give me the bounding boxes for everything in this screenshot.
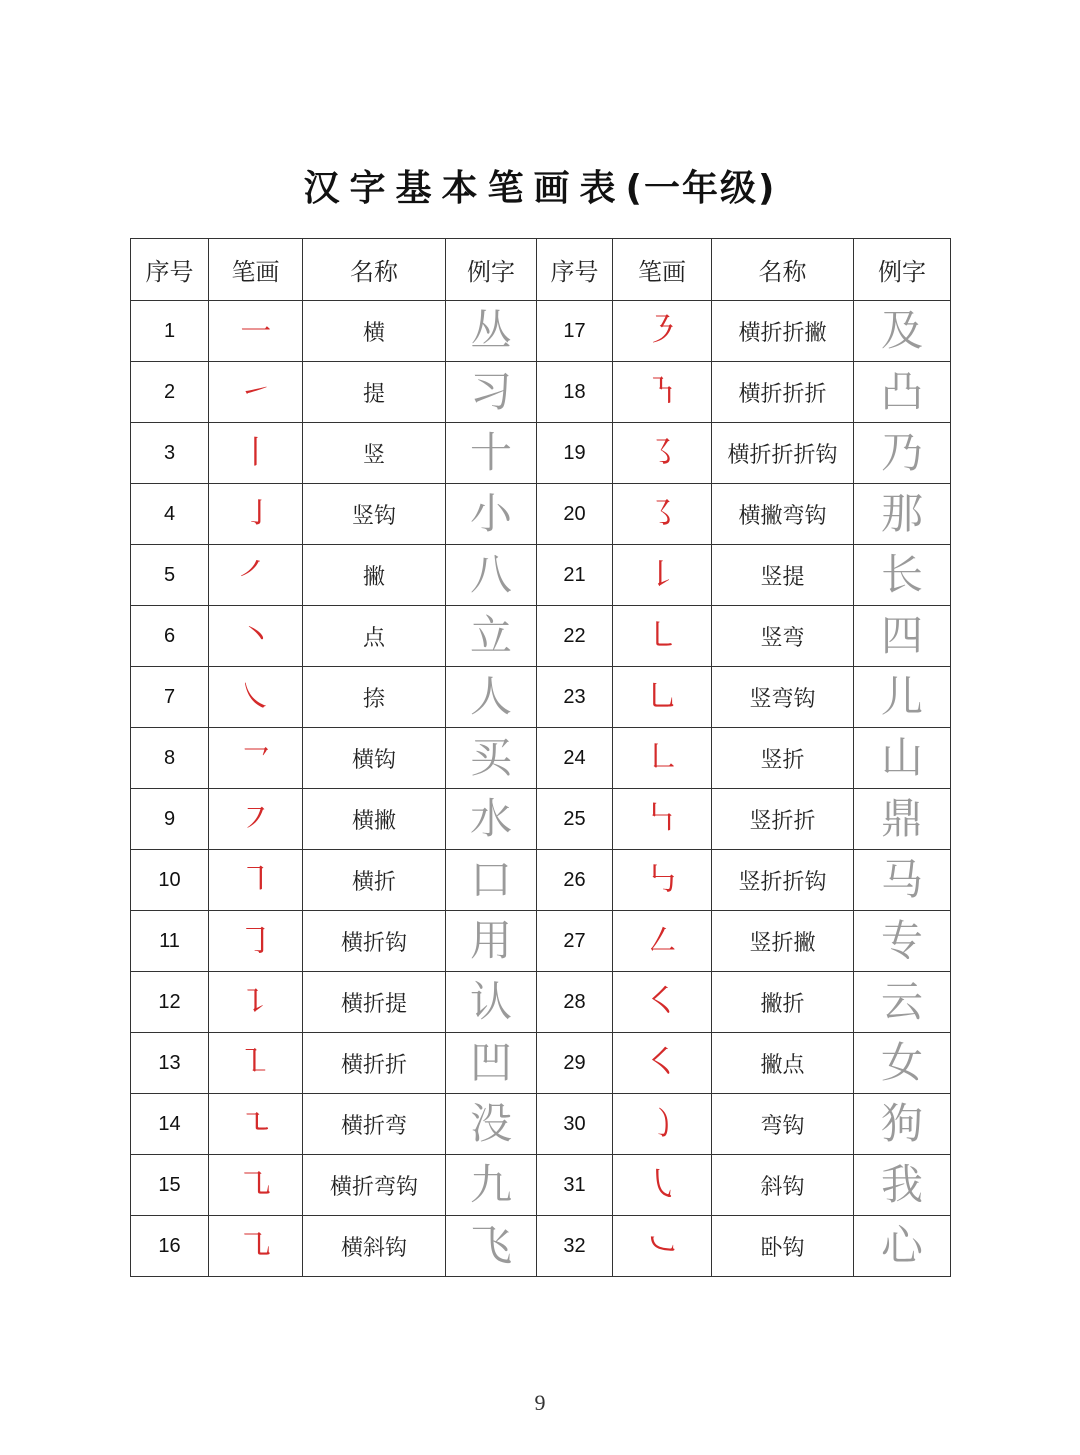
- stroke-glyph: ㇒: [209, 545, 303, 606]
- stroke-name: 竖弯: [712, 606, 854, 667]
- example-char: 乃: [880, 428, 923, 477]
- example-character: [446, 484, 537, 545]
- example-char: 四: [880, 611, 923, 660]
- example-character: [854, 1155, 951, 1216]
- header-stroke: 笔画: [613, 239, 712, 301]
- stroke-name: 竖折撇: [712, 911, 854, 972]
- stroke-name: 撇折: [712, 972, 854, 1033]
- example-char: 专: [880, 916, 923, 965]
- example-character: [854, 667, 951, 728]
- stroke-glyph: ㇟: [613, 667, 712, 728]
- stroke-number: 1: [131, 301, 209, 362]
- stroke-name: 横折弯钩: [303, 1155, 446, 1216]
- stroke-glyph: ㇅: [209, 1033, 303, 1094]
- example-char: 习: [469, 367, 512, 416]
- stroke-glyph: ㇌: [613, 423, 712, 484]
- example-character: [854, 301, 951, 362]
- header-example: 例字: [446, 239, 537, 301]
- stroke-number: 22: [537, 606, 613, 667]
- table-row: [131, 606, 951, 667]
- stroke-name: 点: [303, 606, 446, 667]
- stroke-number: 25: [537, 789, 613, 850]
- example-char: 女: [880, 1038, 923, 1087]
- example-character: [446, 606, 537, 667]
- table-row: [131, 1094, 951, 1155]
- example-character: [446, 850, 537, 911]
- example-character: [854, 423, 951, 484]
- example-character: [854, 606, 951, 667]
- example-char: 用: [469, 916, 512, 965]
- stroke-glyph: ㇈: [209, 1216, 303, 1277]
- stroke-glyph: ㇛: [613, 972, 712, 1033]
- stroke-number: 11: [131, 911, 209, 972]
- stroke-glyph: ㇇: [209, 789, 303, 850]
- example-char: 认: [469, 977, 512, 1026]
- table-row: [131, 789, 951, 850]
- table-row: [131, 545, 951, 606]
- stroke-number: 13: [131, 1033, 209, 1094]
- stroke-number: 8: [131, 728, 209, 789]
- stroke-name: 竖提: [712, 545, 854, 606]
- example-char: 凸: [880, 367, 923, 416]
- example-character: [446, 423, 537, 484]
- example-char: 马: [880, 855, 923, 904]
- example-char: 人: [469, 672, 512, 721]
- stroke-name: 撇: [303, 545, 446, 606]
- stroke-glyph: ㇋: [613, 301, 712, 362]
- example-char: 凹: [469, 1038, 512, 1087]
- example-char: 立: [469, 611, 512, 660]
- example-char: 九: [469, 1160, 512, 1209]
- example-character: [446, 728, 537, 789]
- stroke-name: 横折: [303, 850, 446, 911]
- stroke-glyph: ㇆: [209, 911, 303, 972]
- stroke-name: 横折钩: [303, 911, 446, 972]
- table-row: [131, 667, 951, 728]
- table-row: [131, 423, 951, 484]
- stroke-glyph: ㇁: [613, 1094, 712, 1155]
- stroke-number: 5: [131, 545, 209, 606]
- stroke-name: 竖折折钩: [712, 850, 854, 911]
- stroke-name: 撇点: [712, 1033, 854, 1094]
- stroke-glyph: ㇕: [209, 850, 303, 911]
- example-char: 八: [469, 550, 512, 599]
- example-character: [854, 789, 951, 850]
- example-char: 口: [469, 855, 512, 904]
- example-char: 及: [880, 306, 923, 355]
- example-character: [446, 1033, 537, 1094]
- stroke-glyph: ㇙: [613, 545, 712, 606]
- header-stroke: 笔画: [209, 239, 303, 301]
- stroke-glyph: ㇚: [209, 484, 303, 545]
- example-char: 鼎: [880, 794, 923, 843]
- example-character: [446, 362, 537, 423]
- stroke-number: 2: [131, 362, 209, 423]
- stroke-glyph: ㇞: [613, 789, 712, 850]
- table-row: [131, 1216, 951, 1277]
- example-character: [854, 972, 951, 1033]
- example-character: [854, 362, 951, 423]
- example-character: [446, 545, 537, 606]
- stroke-number: 10: [131, 850, 209, 911]
- stroke-number: 15: [131, 1155, 209, 1216]
- table-row: [131, 972, 951, 1033]
- example-character: [854, 1094, 951, 1155]
- stroke-number: 16: [131, 1216, 209, 1277]
- title-level: (一年级): [625, 168, 777, 209]
- stroke-glyph: ㇗: [613, 728, 712, 789]
- stroke-table: [130, 238, 951, 1277]
- example-character: [446, 1216, 537, 1277]
- table-row: [131, 362, 951, 423]
- example-char: 心: [880, 1221, 923, 1270]
- stroke-glyph: ㇛: [613, 1033, 712, 1094]
- stroke-name: 捺: [303, 667, 446, 728]
- stroke-number: 14: [131, 1094, 209, 1155]
- example-char: 买: [469, 733, 512, 782]
- stroke-number: 18: [537, 362, 613, 423]
- stroke-number: 27: [537, 911, 613, 972]
- stroke-glyph: ㇐: [209, 301, 303, 362]
- example-char: 山: [880, 733, 923, 782]
- stroke-glyph: ㇜: [613, 911, 712, 972]
- table-body: [131, 301, 951, 1277]
- stroke-name: 横撇: [303, 789, 446, 850]
- example-char: 没: [469, 1099, 512, 1148]
- stroke-number: 23: [537, 667, 613, 728]
- stroke-name: 弯钩: [712, 1094, 854, 1155]
- example-char: 我: [880, 1160, 923, 1209]
- stroke-number: 26: [537, 850, 613, 911]
- stroke-number: 30: [537, 1094, 613, 1155]
- example-character: [446, 1094, 537, 1155]
- stroke-name: 横折折: [303, 1033, 446, 1094]
- stroke-glyph: ㇏: [209, 667, 303, 728]
- example-character: [446, 667, 537, 728]
- stroke-name: 横折提: [303, 972, 446, 1033]
- stroke-name: 横: [303, 301, 446, 362]
- stroke-glyph: ㇂: [613, 1155, 712, 1216]
- example-character: [854, 911, 951, 972]
- example-char: 狗: [880, 1099, 923, 1148]
- table-row: [131, 1155, 951, 1216]
- stroke-name: 横折弯: [303, 1094, 446, 1155]
- table-row: [131, 911, 951, 972]
- stroke-name: 竖折折: [712, 789, 854, 850]
- example-char: 云: [880, 977, 923, 1026]
- stroke-name: 竖钩: [303, 484, 446, 545]
- stroke-name: 竖: [303, 423, 446, 484]
- example-character: [854, 1216, 951, 1277]
- stroke-glyph: ㇀: [209, 362, 303, 423]
- stroke-number: 6: [131, 606, 209, 667]
- header-name: 名称: [712, 239, 854, 301]
- stroke-glyph: ㇌: [613, 484, 712, 545]
- table-row: [131, 1033, 951, 1094]
- stroke-name: 横折折折: [712, 362, 854, 423]
- table-row: [131, 728, 951, 789]
- example-char: 十: [469, 428, 512, 477]
- stroke-glyph: ㇑: [209, 423, 303, 484]
- title-text: 汉字基本笔画表: [303, 168, 626, 209]
- stroke-glyph: ㇔: [209, 606, 303, 667]
- stroke-name: 横撇弯钩: [712, 484, 854, 545]
- stroke-glyph: ㇄: [613, 606, 712, 667]
- stroke-name: 横折折撇: [712, 301, 854, 362]
- stroke-name: 斜钩: [712, 1155, 854, 1216]
- stroke-glyph: ㇖: [209, 728, 303, 789]
- example-character: [854, 1033, 951, 1094]
- stroke-number: 19: [537, 423, 613, 484]
- stroke-number: 17: [537, 301, 613, 362]
- example-character: [854, 728, 951, 789]
- stroke-number: 31: [537, 1155, 613, 1216]
- stroke-name: 横钩: [303, 728, 446, 789]
- stroke-number: 29: [537, 1033, 613, 1094]
- example-char: 长: [880, 550, 923, 599]
- stroke-glyph: ㇉: [613, 850, 712, 911]
- example-character: [854, 484, 951, 545]
- stroke-number: 12: [131, 972, 209, 1033]
- stroke-glyph: ㇊: [209, 972, 303, 1033]
- header-number: 序号: [131, 239, 209, 301]
- stroke-number: 21: [537, 545, 613, 606]
- table-row: [131, 301, 951, 362]
- stroke-glyph: ㇃: [613, 1216, 712, 1277]
- example-character: [446, 1155, 537, 1216]
- example-char: 飞: [469, 1221, 512, 1270]
- example-char: 丛: [469, 306, 512, 355]
- example-char: 水: [469, 794, 512, 843]
- stroke-name: 卧钩: [712, 1216, 854, 1277]
- stroke-number: 32: [537, 1216, 613, 1277]
- stroke-number: 20: [537, 484, 613, 545]
- header-number: 序号: [537, 239, 613, 301]
- example-character: [446, 911, 537, 972]
- table-row: [131, 850, 951, 911]
- stroke-name: 横斜钩: [303, 1216, 446, 1277]
- example-character: [446, 301, 537, 362]
- example-char: 小: [469, 489, 512, 538]
- stroke-name: 横折折折钩: [712, 423, 854, 484]
- header-row: [131, 239, 951, 301]
- stroke-number: 9: [131, 789, 209, 850]
- stroke-number: 28: [537, 972, 613, 1033]
- example-char: 那: [880, 489, 923, 538]
- stroke-glyph: ㇎: [613, 362, 712, 423]
- example-character: [446, 789, 537, 850]
- page-number: 9: [534, 1390, 546, 1415]
- stroke-name: 竖折: [712, 728, 854, 789]
- stroke-number: 3: [131, 423, 209, 484]
- example-char: 儿: [880, 672, 923, 721]
- example-character: [446, 972, 537, 1033]
- header-name: 名称: [303, 239, 446, 301]
- stroke-glyph: ㇍: [209, 1094, 303, 1155]
- example-character: [854, 545, 951, 606]
- stroke-name: 提: [303, 362, 446, 423]
- stroke-glyph: ㇈: [209, 1155, 303, 1216]
- header-example: 例字: [854, 239, 951, 301]
- stroke-number: 24: [537, 728, 613, 789]
- table-row: [131, 484, 951, 545]
- stroke-name: 竖弯钩: [712, 667, 854, 728]
- stroke-number: 4: [131, 484, 209, 545]
- stroke-number: 7: [131, 667, 209, 728]
- example-character: [854, 850, 951, 911]
- page-title: [130, 160, 950, 211]
